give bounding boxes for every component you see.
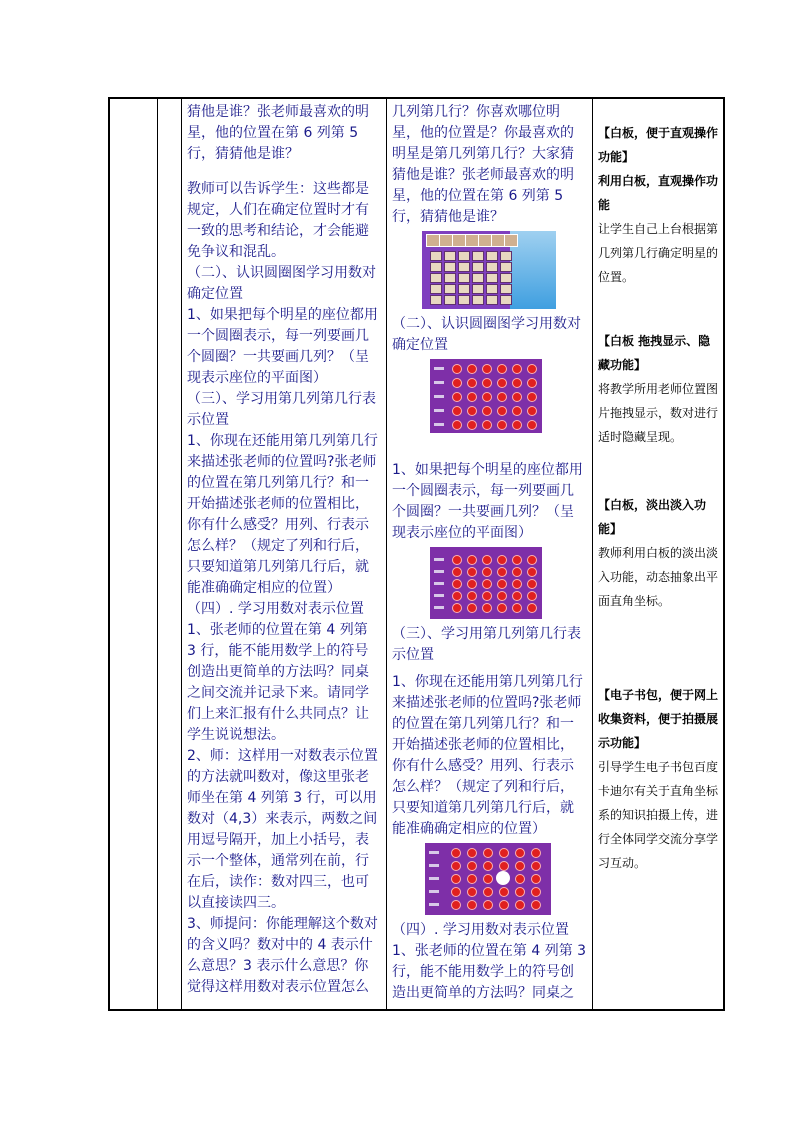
seat-dot <box>482 579 492 589</box>
seat-dot <box>482 420 492 430</box>
empty-cell-2 <box>158 98 182 1010</box>
star-photo <box>491 234 505 247</box>
seat-dot <box>467 567 477 577</box>
student-paragraph-4: 1、你现在还能用第几列第几行来描述张老师的位置吗?张老师的位置在第几列第几行？和一开始描述张老师的位置相比，你有什么感受？用列、行表示怎么样？（规定了列和行后，只要知道第几列第几行后，就能准确确定相应的位置） <box>392 674 583 837</box>
seat-cell <box>472 262 484 272</box>
student-heading-3: （三）、学习用第几列第几行表示位置 <box>392 626 581 663</box>
seat-cell <box>458 262 470 272</box>
seat-dot <box>452 591 462 601</box>
row-label <box>429 890 439 893</box>
seat-dot <box>499 861 509 871</box>
intent-text-2: 将教学所用老师位置图片拖拽显示，数对进行适时隐藏呈现。 <box>598 382 719 444</box>
teacher-heading-2: （二）、认识圆圈图学习用数对确定位置 <box>187 265 376 302</box>
intent-text-4: 引导学生电子书包百度卡迪尔有关于直角坐标系的知识拍摄上传，进行全体同学交流分享学习互动。 <box>598 760 719 870</box>
seat-dot <box>452 555 462 565</box>
seat-dot <box>512 603 522 613</box>
seat-dot <box>483 861 493 871</box>
seat-dot <box>512 579 522 589</box>
seat-dot <box>512 406 522 416</box>
seat-dot <box>497 567 507 577</box>
seat-dot <box>482 392 492 402</box>
seat-dot <box>483 848 493 858</box>
row-label <box>429 877 439 880</box>
seat-dot <box>451 848 461 858</box>
seat-dot <box>483 874 493 884</box>
seat-dot <box>497 603 507 613</box>
seat-dot <box>527 364 537 374</box>
row-label <box>434 558 444 561</box>
star-photo <box>439 234 453 247</box>
seat-cell <box>486 295 498 305</box>
star-photo <box>478 234 492 247</box>
seat-dot <box>497 555 507 565</box>
table-row <box>109 98 724 1010</box>
seat-cell <box>500 295 512 305</box>
seat-cell <box>500 284 512 294</box>
teacher-paragraph-3: 1、如果把每个明星的座位都用一个圆圈表示，每一列要画几个圆圈？一共要画几列？（呈现表示座位的平面图） <box>187 307 378 386</box>
seat-dot <box>451 887 461 897</box>
seat-dot <box>452 420 462 430</box>
circle-grid-axes-image <box>430 547 542 619</box>
seat-dot <box>497 364 507 374</box>
seat-cell <box>486 284 498 294</box>
seat-dot <box>531 874 541 884</box>
row-label <box>434 367 444 370</box>
seat-dot <box>467 392 477 402</box>
seat-dot <box>467 861 477 871</box>
row-label <box>434 423 444 426</box>
seat-dot <box>467 364 477 374</box>
row-label <box>434 409 444 412</box>
seat-dot <box>497 591 507 601</box>
seat-dot <box>467 874 477 884</box>
seat-dot <box>512 364 522 374</box>
seat-dot <box>497 406 507 416</box>
seat-dot <box>515 887 525 897</box>
empty-cell-1 <box>109 98 158 1010</box>
row-label <box>434 606 444 609</box>
seat-dot <box>512 378 522 388</box>
intent-title-2: 【白板 拖拽显示、隐藏功能】 <box>598 334 711 372</box>
teacher-paragraph-6: 2、师：这样用一对数表示位置的方法就叫数对，像这里张老师坐在第 4 列第 3 行，可以用数对（4,3）来表示，两数之间用逗号隔开，加上小括号，表示一个整体，通常列在前，行在后，读作：数对四三，也可以直接读四三。 <box>187 748 378 911</box>
seat-dot <box>527 420 537 430</box>
seat-dot <box>515 874 525 884</box>
lesson-plan-table <box>108 97 725 1011</box>
seat-dot <box>482 364 492 374</box>
seat-cell <box>472 251 484 261</box>
seat-cell <box>500 273 512 283</box>
seat-dot <box>527 591 537 601</box>
seat-cell <box>472 273 484 283</box>
intent-title-4: 【电子书包，便于网上收集资料，便于拍摄展示功能】 <box>598 688 719 750</box>
intent-text-3: 教师利用白板的淡出淡入功能，动态抽象出平面直角坐标。 <box>598 546 719 608</box>
seat-dot <box>483 900 493 910</box>
seat-cell <box>430 273 442 283</box>
star-photo <box>452 234 466 247</box>
seat-dot <box>497 579 507 589</box>
student-heading-2: （二）、认识圆圈图学习用数对确定位置 <box>392 316 581 353</box>
student-activity-cell <box>387 98 593 1010</box>
seat-dot <box>497 392 507 402</box>
seat-cell <box>486 251 498 261</box>
seat-cell <box>486 273 498 283</box>
intent-title-3: 【白板，淡出淡入功能】 <box>598 498 707 536</box>
seat-dot <box>512 555 522 565</box>
seat-dot <box>483 887 493 897</box>
seat-dot <box>527 378 537 388</box>
seat-dot <box>452 364 462 374</box>
seat-dot <box>527 603 537 613</box>
seat-dot <box>527 392 537 402</box>
star-photo <box>465 234 479 247</box>
row-label <box>434 395 444 398</box>
seat-dot <box>527 406 537 416</box>
row-label <box>434 570 444 573</box>
seat-dot <box>452 378 462 388</box>
seat-dot <box>512 567 522 577</box>
row-label <box>429 903 439 906</box>
teacher-heading-4: （四）. 学习用数对表示位置 <box>187 601 364 617</box>
star-photo <box>426 234 440 247</box>
seat-dot <box>515 848 525 858</box>
seat-dot <box>482 406 492 416</box>
seat-dot <box>512 591 522 601</box>
seat-dot <box>467 420 477 430</box>
seat-dot <box>452 567 462 577</box>
seat-dot <box>527 567 537 577</box>
intent-text-1: 让学生自己上台根据第几列第几行确定明星的位置。 <box>598 222 719 284</box>
row-label <box>434 381 444 384</box>
seat-dot <box>482 378 492 388</box>
teacher-paragraph-4: 1、你现在还能用第几列第几行来描述张老师的位置吗?张老师的位置在第几列第几行？和一开始描述张老师的位置相比，你有什么感受？用列、行表示怎么样？（规定了列和行后，只要知道第几列第几行后，就能准确确定相应的位置） <box>187 433 378 596</box>
seat-dot <box>499 900 509 910</box>
star-seating-image <box>422 231 556 309</box>
seat-dot <box>482 567 492 577</box>
intent-title-1: 【白板，便于直观操作功能】 <box>598 126 719 164</box>
seat-cell <box>500 262 512 272</box>
seat-dot <box>467 591 477 601</box>
teacher-seat-dot <box>496 871 510 885</box>
teacher-activity-cell <box>182 98 387 1010</box>
seat-dot <box>451 861 461 871</box>
design-intent-cell <box>593 98 725 1010</box>
seat-cell <box>444 273 456 283</box>
student-paragraph-3: 1、如果把每个明星的座位都用一个圆圈表示，每一列要画几个圆圈？一共要画几列？（呈现表示座位的平面图） <box>392 462 583 541</box>
seat-dot <box>467 848 477 858</box>
seat-dot <box>452 603 462 613</box>
seat-cell <box>430 284 442 294</box>
seat-cell <box>458 273 470 283</box>
row-label <box>429 851 439 854</box>
seat-dot <box>531 861 541 871</box>
star-photo <box>504 234 518 247</box>
seat-cell <box>444 295 456 305</box>
seat-dot <box>467 603 477 613</box>
seat-dot <box>467 887 477 897</box>
seat-dot <box>531 900 541 910</box>
row-label <box>434 582 444 585</box>
seat-dot <box>515 900 525 910</box>
seat-cell <box>444 251 456 261</box>
seat-dot <box>467 579 477 589</box>
seat-dot <box>467 900 477 910</box>
seat-cell <box>444 284 456 294</box>
teacher-paragraph-2: 教师可以告诉学生：这些都是规定，人们在确定位置时才有一致的思考和结论，才会能避免争议和混乱。 <box>187 181 369 260</box>
seat-dot <box>499 848 509 858</box>
seat-cell <box>458 295 470 305</box>
seat-dot <box>467 555 477 565</box>
seat-dot <box>482 603 492 613</box>
seat-dot <box>467 378 477 388</box>
seat-dot <box>527 579 537 589</box>
seat-dot <box>497 378 507 388</box>
seat-dot <box>452 392 462 402</box>
teacher-paragraph-1: 猜他是谁？张老师最喜欢的明星，他的位置在第 6 列第 5 行，猜猜他是谁？ <box>187 104 369 162</box>
seat-cell <box>458 284 470 294</box>
seat-cell <box>472 284 484 294</box>
row-label <box>434 594 444 597</box>
row-label <box>429 864 439 867</box>
seat-dot <box>512 392 522 402</box>
circle-grid-image <box>430 359 542 433</box>
seat-dot <box>452 579 462 589</box>
seat-dot <box>497 420 507 430</box>
student-heading-4: （四）. 学习用数对表示位置 <box>392 922 569 938</box>
student-paragraph-5: 1、张老师的位置在第 4 列第 3 行，能不能用数学上的符号创造出更简单的方法吗？同桌之 <box>392 943 587 1001</box>
seat-dot <box>452 406 462 416</box>
teacher-paragraph-5: 1、张老师的位置在第 4 列第 3 行，能不能用数学上的符号创造出更简单的方法吗？同桌之间交流并记录下来。请同学们上来汇报有什么共同点？让学生说说想法。 <box>187 622 369 743</box>
teacher-paragraph-7: 3、师提问：你能理解这个数对的含义吗？数对中的 4 表示什么意思？3 表示什么意思？你觉得这样用数对表示位置怎么 <box>187 916 378 995</box>
seat-dot <box>512 420 522 430</box>
seat-cell <box>486 262 498 272</box>
seat-cell <box>430 295 442 305</box>
seat-cell <box>430 262 442 272</box>
teacher-heading-3: （三）、学习用第几列第几行表示位置 <box>187 391 376 428</box>
circle-grid-teacher-image <box>425 843 551 915</box>
seat-dot <box>467 406 477 416</box>
seat-dot <box>482 591 492 601</box>
student-paragraph-1: 几列第几行？你喜欢哪位明星，他的位置是？你最喜欢的明星是第几列第几行？大家猜猜他是谁？张老师最喜欢的明星，他的位置在第 6 列第 5 行，猜猜他是谁？ <box>392 104 574 225</box>
seat-dot <box>527 555 537 565</box>
seat-dot <box>531 848 541 858</box>
seat-cell <box>430 251 442 261</box>
seat-cell <box>500 251 512 261</box>
seat-dot <box>531 887 541 897</box>
intent-subtitle-1: 利用白板，直观操作功能 <box>598 174 719 212</box>
seat-cell <box>444 262 456 272</box>
seat-dot <box>515 861 525 871</box>
seat-cell <box>458 251 470 261</box>
seat-dot <box>451 874 461 884</box>
seat-dot <box>482 555 492 565</box>
seat-dot <box>499 887 509 897</box>
seat-cell <box>472 295 484 305</box>
seat-dot <box>451 900 461 910</box>
